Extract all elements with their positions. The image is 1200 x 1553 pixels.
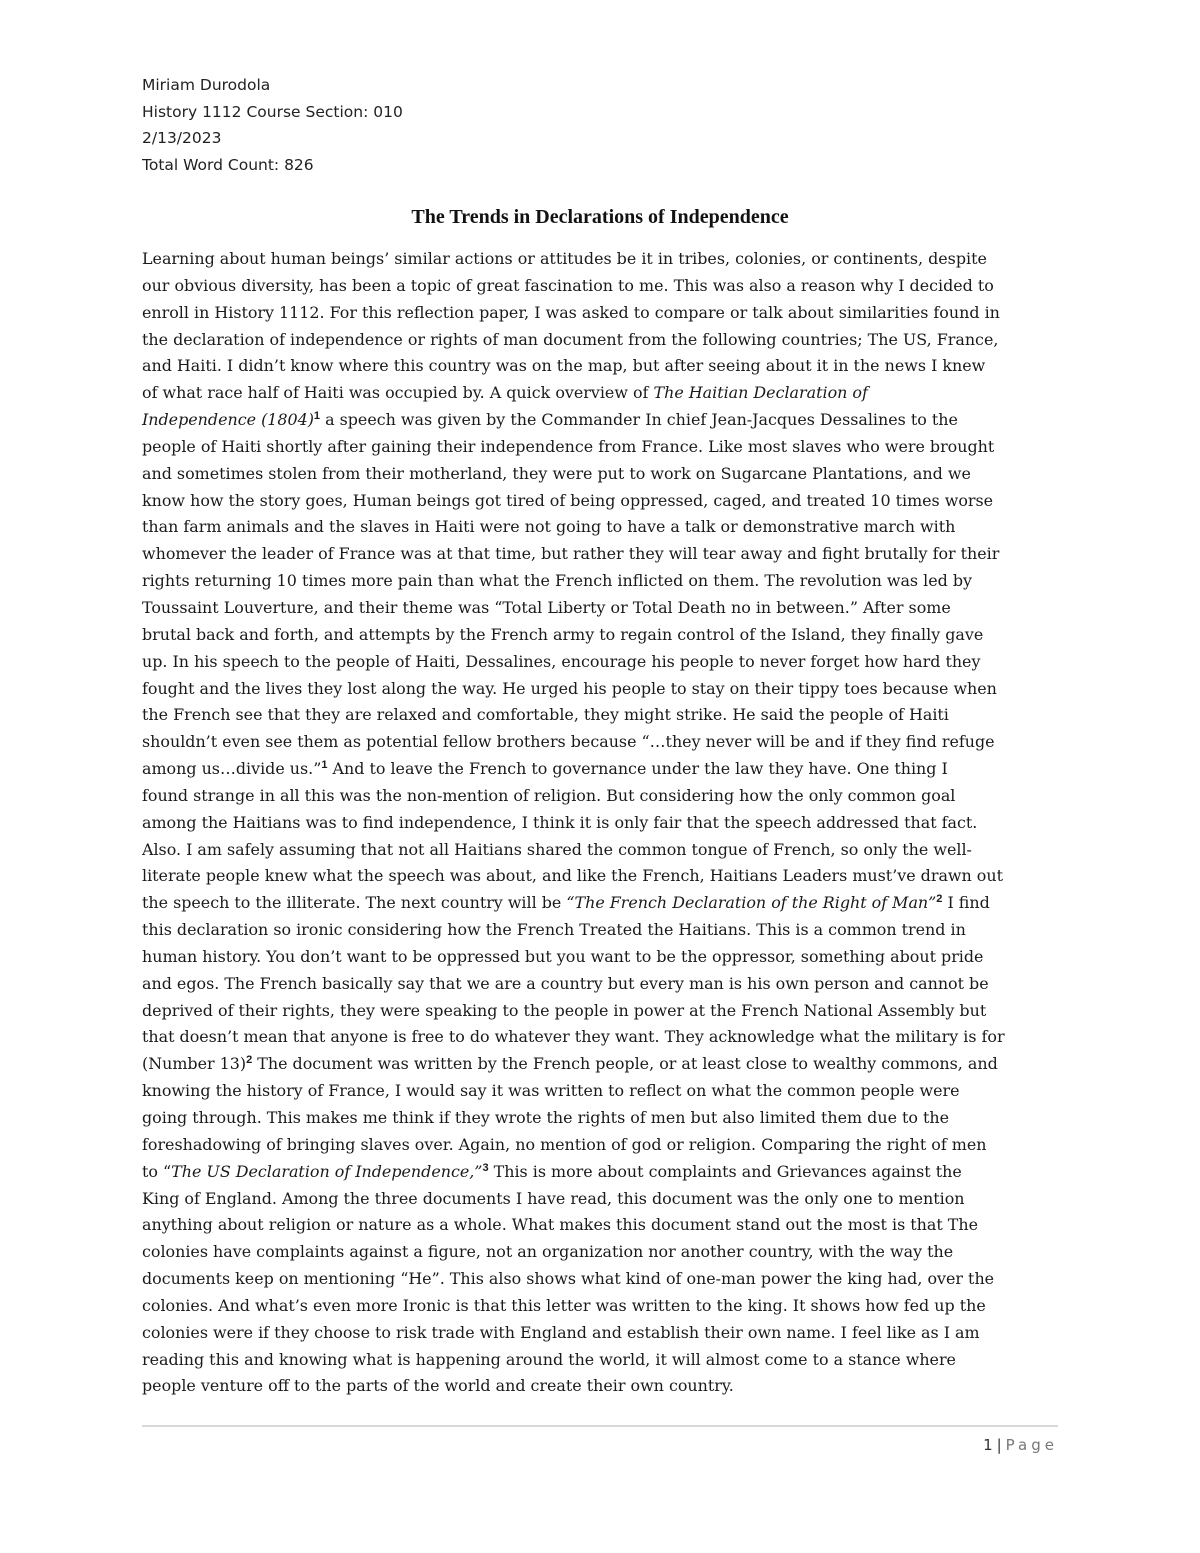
text-line: shouldn’t even see them as potential fellow brothers because “…they never will be and if they find refuge xyxy=(142,732,995,752)
text-line: foreshadowing of bringing slaves over. Again, no mention of god or religion. Comparing the right of men xyxy=(142,1134,987,1154)
text-line: and egos. The French basically say that we are a country but every man is his own person and cannot be xyxy=(142,973,989,993)
page-label: Page xyxy=(1005,1436,1058,1454)
footnote-marker: 2 xyxy=(246,1054,253,1067)
footer-divider xyxy=(142,1425,1058,1427)
text-line: documents keep on mentioning “He”. This also shows what kind of one-man power the king had, over the xyxy=(142,1269,995,1289)
text-line: Also. I am safely assuming that not all Haitians shared the common tongue of French, so only the well- xyxy=(142,839,972,859)
page-number: 1 xyxy=(983,1436,993,1454)
text-line: to “The US Declaration of Independence,”$^3$ This is more about complaints and Grievances against the xyxy=(142,1161,962,1181)
text-line: the French see that they are relaxed and comfortable, they might strike. He said the people of Haiti xyxy=(142,705,949,725)
author-name: Miriam Durodola xyxy=(142,76,271,94)
text-line: going through. This makes me think if they wrote the rights of men but also limited them due to the xyxy=(142,1108,950,1127)
footnote-marker: 3 xyxy=(482,1161,489,1174)
text-line: brutal back and forth, and attempts by the French army to regain control of the Island, they finally gave xyxy=(142,624,984,644)
text-line: our obvious diversity, has been a topic of great fascination to me. This was also a reason why I decided to xyxy=(142,275,994,295)
text-line: rights returning 10 times more pain than what the French inflicted on them. The revolution was led by xyxy=(142,571,972,591)
document-header xyxy=(142,72,403,178)
text-line: and sometimes stolen from their motherland, they were put to work on Sugarcane Plantations, and we xyxy=(142,463,971,483)
footnote-marker: 1 xyxy=(321,759,328,772)
text-line: human history. You don’t want to be oppressed but you want to be the oppressor, something about pride xyxy=(142,946,984,966)
text-line: this declaration so ironic considering how the French Treated the Haitians. This is a common trend in xyxy=(142,920,966,940)
document-title-italic: The Haitian Declaration of xyxy=(653,383,868,403)
text-line: Independence $(1804)^1$ a speech was given by the Commander In chief Jean-Jacques Dessalines to the xyxy=(142,410,958,430)
text-line: Learning about human beings’ similar actions or attitudes be it in tribes, colonies, or continents, despite xyxy=(142,249,987,268)
text-line: among the Haitians was to find independence, I think it is only fair that the speech addressed that fact. xyxy=(142,812,978,832)
page-footer xyxy=(983,1434,1058,1456)
text-line: the speech to the illiterate. The next country will be “The French Declaration of the Right of Man”$^2$ I find xyxy=(142,893,990,913)
text-line: colonies were if they choose to risk trade with England and establish their own name. I feel like as I am xyxy=(142,1322,980,1342)
document-title-italic: “The French Declaration of the Right of Man” xyxy=(566,893,937,913)
text-line: Toussaint Louverture, and their theme was “Total Liberty or Total Death no in between.” After some xyxy=(142,597,951,617)
document-title-italic: Independence (1804) xyxy=(142,410,314,430)
footer-separator: | xyxy=(996,1436,1002,1454)
text-line: fought and the lives they lost along the way. He urged his people to stay on their tippy toes because when xyxy=(142,678,997,698)
footnote-marker: 1 xyxy=(313,410,321,423)
text-line: that doesn’t mean that anyone is free to do whatever they want. They acknowledge what the military is for xyxy=(142,1027,1005,1047)
text-line: knowing the history of France, I would say it was written to reflect on what the common people were xyxy=(142,1081,960,1101)
text-line: the declaration of independence or rights of man document from the following countries; The US, France, xyxy=(142,329,999,349)
text-line: enroll in History 1112. For this reflection paper, I was asked to compare or talk about similarities found in xyxy=(142,302,1000,322)
text-line: among us…divide us.”$^1$ And to leave the French to governance under the law they have. One thing I xyxy=(142,759,948,779)
text-line: deprived of their rights, they were speaking to the people in power at the French National Assembly but xyxy=(142,1000,987,1020)
text-line: people venture off to the parts of the world and create their own country. xyxy=(142,1376,734,1396)
text-line: literate people knew what the speech was about, and like the French, Haitians Leaders must’ve drawn out xyxy=(142,866,1003,886)
text-line: reading this and knowing what is happening around the world, it will almost come to a stance where xyxy=(142,1349,956,1369)
text-line: (Number 13)$^2$ The document was written by the French people, or at least close to wealthy commons, and xyxy=(142,1054,998,1074)
text-line: know how the story goes, Human beings got tired of being oppressed, caged, and treated 10 times worse xyxy=(142,490,994,510)
text-line: found strange in all this was the non-mention of religion. But considering how the only common goal xyxy=(142,785,956,805)
date: 2/13/2023 xyxy=(142,129,222,147)
text-line: colonies. And what’s even more Ironic is that this letter was written to the king. It shows how fed up the xyxy=(142,1295,986,1315)
word-count: Total Word Count: 826 xyxy=(142,155,314,174)
text-line: people of Haiti shortly after gaining their independence from France. Like most slaves who were brought xyxy=(142,436,995,456)
text-line: of what race half of Haiti was occupied by. A quick overview of The Haitian Declaration of xyxy=(142,383,868,403)
text-line: up. In his speech to the people of Haiti, Dessalines, encourage his people to never forget how hard they xyxy=(142,651,981,671)
text-line: colonies have complaints against a figure, not an organization nor another country, with the way the xyxy=(142,1242,954,1262)
text-line: anything about religion or nature as a whole. What makes this document stand out the most is that The xyxy=(142,1215,979,1235)
essay-body xyxy=(142,246,1058,1400)
course-section: History 1112 Course Section: 010 xyxy=(142,102,403,121)
text-line: whomever the leader of France was at that time, but rather they will tear away and fight brutally for their xyxy=(142,544,1000,564)
footnote-marker: 2 xyxy=(936,893,943,906)
text-line: King of England. Among the three documents I have read, this document was the only one to mention xyxy=(142,1188,965,1208)
document-title-italic: The US Declaration of Independence,” xyxy=(171,1161,483,1181)
document-title: The Trends in Declarations of Independence xyxy=(411,206,789,228)
text-line: and Haiti. I didn’t know where this country was on the map, but after seeing about it in the news I knew xyxy=(142,356,986,376)
text-line: than farm animals and the slaves in Haiti were not going to have a talk or demonstrative march with xyxy=(142,517,956,537)
